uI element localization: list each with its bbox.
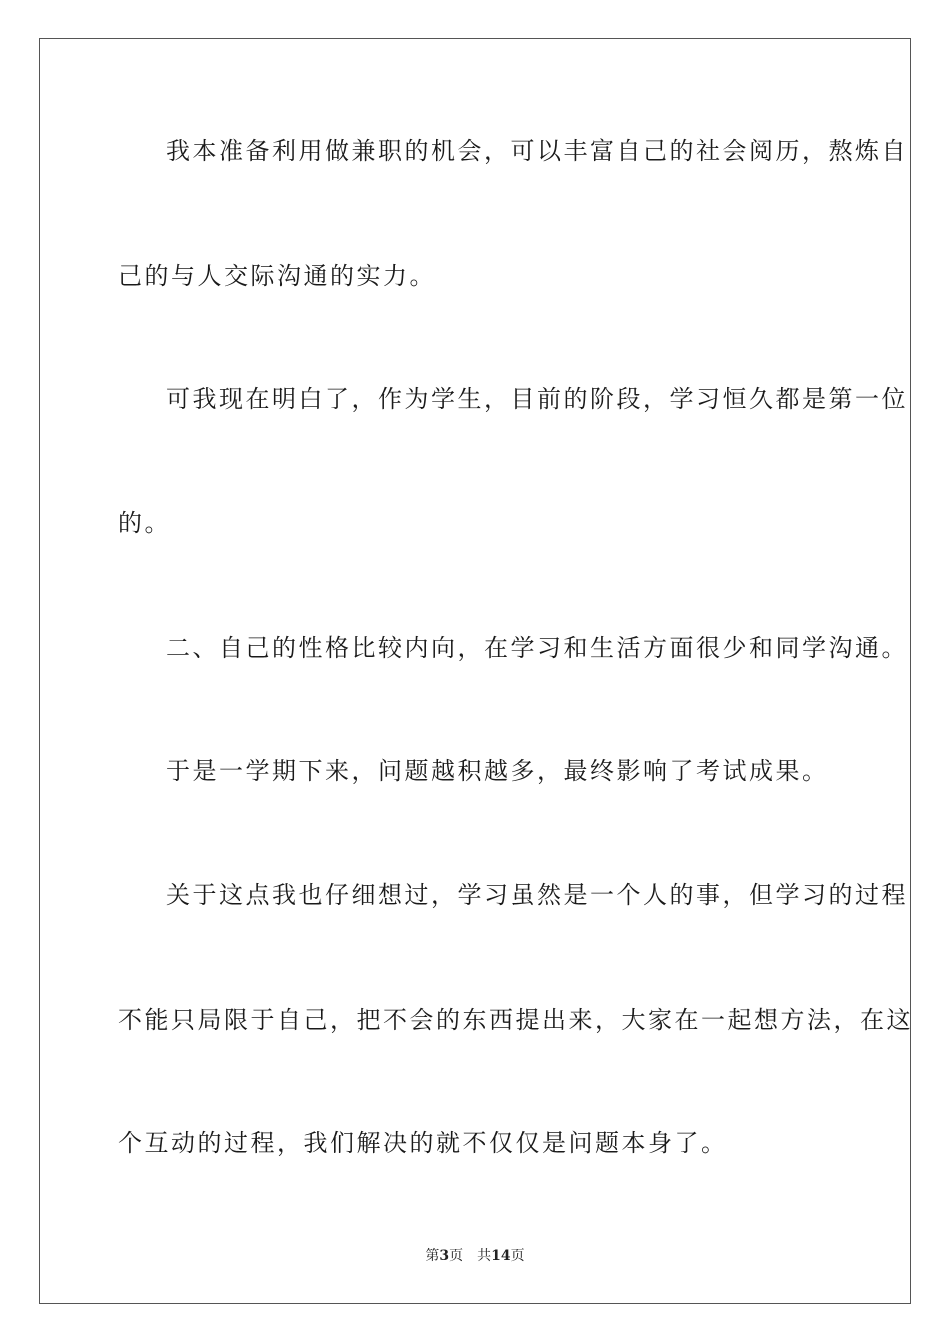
total-prefix: 共 <box>477 1248 492 1264</box>
page-border <box>39 38 911 1304</box>
paragraph-line: 个互动的过程，我们解决的就不仅仅是问题本身了。 <box>118 1129 728 1157</box>
paragraph-line: 关于这点我也仔细想过，学习虽然是一个人的事，但学习的过程 <box>166 881 908 909</box>
page-prefix: 第 <box>425 1248 440 1264</box>
page-number: 3 <box>439 1248 450 1264</box>
paragraph-line: 于是一学期下来，问题越积越多，最终影响了考试成果。 <box>166 757 829 785</box>
paragraph-line: 我本准备利用做兼职的机会，可以丰富自己的社会阅历，熬炼自 <box>166 137 908 165</box>
paragraph-line: 的。 <box>118 509 171 537</box>
paragraph-line: 二、自己的性格比较内向，在学习和生活方面很少和同学沟通。 <box>166 634 908 662</box>
page-suffix: 页 <box>449 1248 464 1264</box>
paragraph-line: 己的与人交际沟通的实力。 <box>118 262 436 290</box>
paragraph-line: 可我现在明白了，作为学生，目前的阶段，学习恒久都是第一位 <box>166 385 908 413</box>
paragraph-line: 不能只局限于自己，把不会的东西提出来，大家在一起想方法，在这 <box>118 1006 913 1034</box>
total-suffix: 页 <box>510 1248 525 1264</box>
page-footer <box>0 1246 950 1266</box>
total-pages: 14 <box>491 1248 511 1264</box>
